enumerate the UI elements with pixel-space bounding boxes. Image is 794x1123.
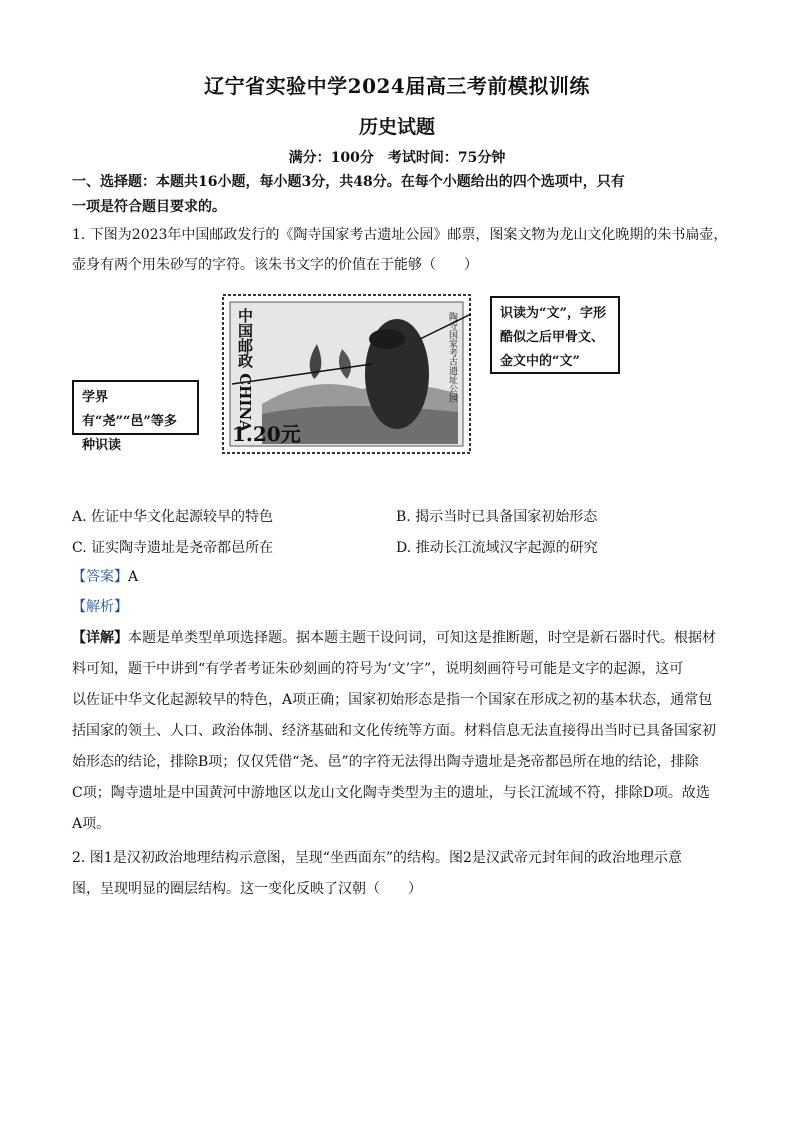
option-a[interactable]: A. 佐证中华文化起源较早的特色 <box>72 509 274 525</box>
section-heading-line1: 一、选择题：本题共16小题，每小题3分，共48分。在每个小题给出的四个选项中，只有 <box>72 174 625 190</box>
detail-tag: 【详解】 <box>72 630 128 646</box>
option-d[interactable]: D. 推动长江流域汉字起源的研究 <box>396 540 598 556</box>
analysis-tag: 【解析】 <box>72 599 128 615</box>
detail-line-7: A项。 <box>72 816 111 832</box>
stamp-side-text: 陶寺国家考古遗址公园 <box>447 312 457 402</box>
detail-line-6: C项；陶寺遗址是中国黄河中游地区以龙山文化陶寺类型为主的遗址，与长江流域不符，排除D项。故选 <box>72 785 710 801</box>
callout-left: 学界有“尧”“邑”等多种识读 <box>72 380 199 435</box>
exam-subject: 历史试题 <box>358 116 435 138</box>
exam-title: 辽宁省实验中学2024届高三考前模拟训练 <box>204 74 590 98</box>
stamp-figure <box>222 294 471 454</box>
option-c[interactable]: C. 证实陶寺遗址是尧帝都邑所在 <box>72 540 274 556</box>
answer-value: A <box>128 569 139 585</box>
stamp-country: 中国邮政 CHINA <box>236 308 254 432</box>
detail-line-5: 始形态的结论，排除B项；仅仅凭借“尧、邑”的字符无法得出陶寺遗址是尧帝都邑所在地的结论，排除 <box>72 754 699 770</box>
detail-line-2: 料可知，题干中讲到“有学者考证朱砂刻画的符号为‘文’字”，说明刻画符号可能是文字的起源，这可 <box>72 661 684 677</box>
answer-tag: 【答案】 <box>72 569 128 585</box>
q1-stem-line2: 壶身有两个用朱砂写的字符。该朱书文字的价值在于能够（ ） <box>72 257 478 273</box>
detail-text-1: 本题是单类型单项选择题。据本题主题干设问词，可知这是推断题，时空是新石器时代。根据材 <box>128 630 716 646</box>
q1-stem-line1: 1. 下图为2023年中国邮政发行的《陶寺国家考古遗址公园》邮票，图案文物为龙山文化晚期的朱书扁壶， <box>72 227 728 243</box>
q2-stem-line1: 2. 图1是汉初政治地理结构示意图，呈现“坐西面东”的结构。图2是汉武帝元封年间的政治地理示意 <box>72 850 682 866</box>
option-b[interactable]: B. 揭示当时已具备国家初始形态 <box>396 509 598 525</box>
analysis-line <box>72 597 732 617</box>
detail-line-1 <box>72 628 732 648</box>
detail-line-3: 以佐证中华文化起源较早的特色，A项正确；国家初始形态是指一个国家在形成之初的基本状态，通常包 <box>72 692 713 708</box>
section-heading-line2: 一项是符合题目要求的。 <box>72 199 226 215</box>
detail-line-4: 括国家的领土、人口、政治体制、经济基础和文化传统等方面。材料信息无法直接得出当时已具备国家初 <box>72 723 716 739</box>
callout-right: 识读为“文”，字形酷似之后甲骨文、金文中的“文” <box>490 296 620 374</box>
stamp-value: 1.20元 <box>232 422 301 446</box>
exam-info: 满分：100分 考试时间：75分钟 <box>288 150 506 166</box>
answer-line <box>72 567 732 587</box>
q2-stem-line2: 图，呈现明显的圈层结构。这一变化反映了汉朝（ ） <box>72 881 422 897</box>
